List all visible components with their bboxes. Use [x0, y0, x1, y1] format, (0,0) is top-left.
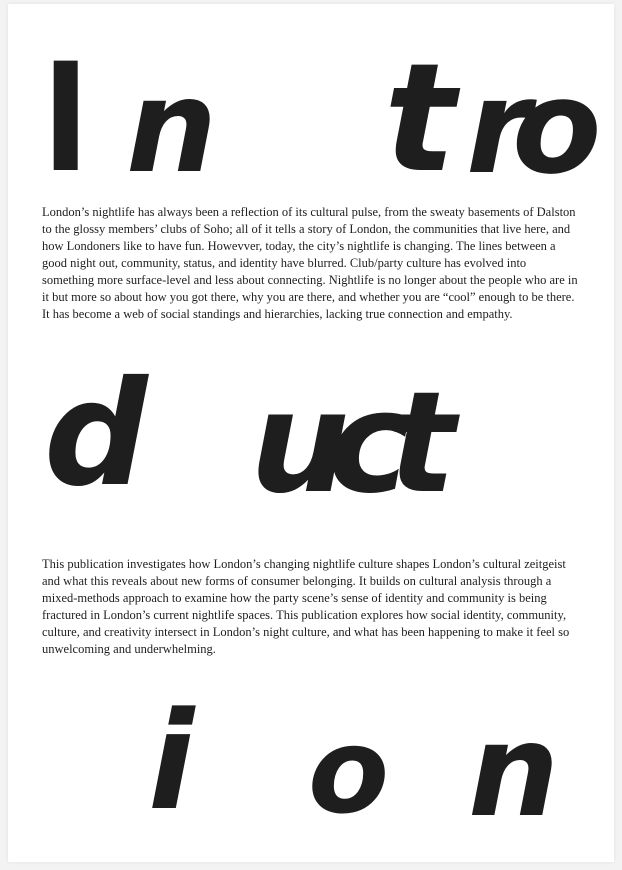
title-letter-n: n — [126, 53, 214, 202]
intro-paragraph-1: London’s nightlife has always been a reflection of its cultural pulse, from the sweaty basements of Dalston to the glossy members’ clubs of Soho; all of it tells a story of London, the communities that live here, and how Londoners like to have fun. Howevver, today, the city’s nightlife is changing. The lines between a good night out, community, status, and identity have blurred. Club/party culture has evolved into something more surface-level and less about connecting. Nightlife is no longer about the people who are in it but more so about how you got there, why you are there, and whether you are “cool” enough to be there. It has become a web of social standings and hierarchies, lacking true connection and empathy. — [42, 205, 578, 321]
title-letter-I: I — [42, 32, 90, 206]
title-letters-uct: uct — [250, 362, 434, 525]
title-letters-ro: ro — [466, 51, 584, 203]
title-letter-d: d — [44, 350, 148, 519]
title-letter-n-final: n — [468, 697, 560, 846]
title-letter-i: i — [148, 683, 195, 840]
title-letter-t: t — [384, 32, 456, 206]
intro-paragraph-2: This publication investigates how London’s changing nightlife culture shapes London’s cultural zeitgeist and what this reveals about new forms of consumer belonging. It builds on cultural analysis through a mixed-methods approach to examine how the party scene’s sense of identity and community is being fractured in London’s current nightlife spaces. This publication explores how social identity, community, culture, and creativity intersect in London’s night culture, and what has been happening to make it feel so unwelcoming and underwhelming. — [42, 557, 570, 656]
title-letter-o: o — [308, 702, 390, 840]
document-page — [8, 4, 614, 862]
